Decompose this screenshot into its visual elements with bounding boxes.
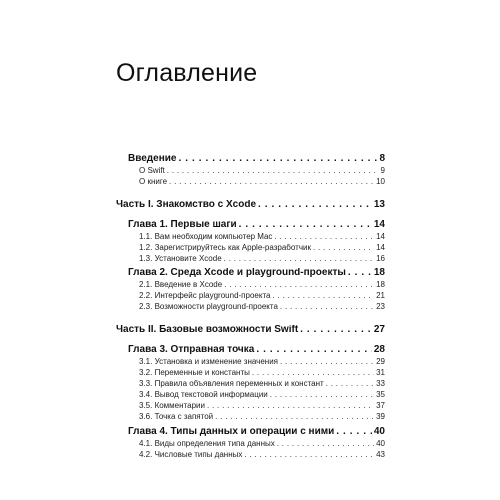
dot-leader — [167, 167, 379, 175]
toc-entry[interactable] — [139, 255, 385, 263]
toc-entry[interactable] — [139, 413, 385, 421]
toc-entry-title: Глава 1. Первые шаги — [128, 220, 237, 230]
dot-leader — [224, 255, 374, 263]
toc-page-number: 9 — [380, 167, 385, 175]
toc-page-number: 27 — [373, 325, 385, 335]
toc-page-number: 18 — [373, 268, 385, 278]
toc-heading[interactable] — [128, 154, 385, 164]
toc-heading[interactable] — [116, 200, 385, 210]
toc-page-number: 28 — [373, 345, 385, 355]
toc-entry-title: 3.4. Вывод текстовой информации — [139, 391, 268, 399]
dot-leader — [178, 154, 377, 164]
toc-entry[interactable] — [139, 391, 385, 399]
toc-heading[interactable] — [128, 220, 385, 230]
dot-leader — [270, 391, 374, 399]
dot-leader — [258, 200, 372, 210]
toc-page-number: 14 — [376, 244, 385, 252]
page-title: Оглавление — [116, 59, 258, 87]
toc-page-number: 10 — [376, 178, 385, 186]
toc-entry-title: 1.2. Зарегистрируйтесь как Apple-разработчик — [139, 244, 311, 252]
toc-entry[interactable] — [139, 358, 385, 366]
toc-entry-title: Введение — [128, 154, 177, 164]
toc-entry-title: 2.2. Интерфейс playground-проекта — [139, 292, 271, 300]
toc-entry[interactable] — [139, 440, 385, 448]
toc-entry[interactable] — [139, 178, 385, 186]
toc-page-number: 37 — [376, 402, 385, 410]
toc-page-number: 16 — [376, 255, 385, 263]
dot-leader — [326, 380, 374, 388]
toc-entry[interactable] — [139, 402, 385, 410]
dot-leader — [348, 268, 372, 278]
toc-entry[interactable] — [139, 233, 385, 241]
toc-entry-title: 3.5. Комментарии — [139, 402, 205, 410]
toc-entry[interactable] — [139, 281, 385, 289]
toc-heading[interactable] — [128, 345, 385, 355]
toc-entry-title: 3.1. Установка и изменение значения — [139, 358, 278, 366]
toc-entry-title: Глава 4. Типы данных и операции с ними — [128, 427, 335, 437]
toc-entry-title: 3.6. Точка с запятой — [139, 413, 214, 421]
dot-leader — [300, 325, 372, 335]
dot-leader — [274, 233, 374, 241]
toc-page-number: 18 — [376, 281, 385, 289]
toc-page-number: 33 — [376, 380, 385, 388]
toc-page-number: 21 — [376, 292, 385, 300]
dot-leader — [256, 345, 372, 355]
toc-page-number: 40 — [373, 427, 385, 437]
toc-entry[interactable] — [139, 451, 385, 459]
toc-entry[interactable] — [139, 167, 385, 175]
toc-entry-title: О Swift — [139, 167, 165, 175]
dot-leader — [252, 369, 374, 377]
toc-entry-title: Глава 2. Среда Xcode и playground-проекты — [128, 268, 346, 278]
toc-entry-title: 2.1. Введение в Xcode — [139, 281, 223, 289]
toc-entry[interactable] — [139, 292, 385, 300]
toc-entry-title: О книге — [139, 178, 168, 186]
toc-heading[interactable] — [128, 268, 385, 278]
dot-leader — [207, 402, 374, 410]
toc-page-number: 43 — [376, 451, 385, 459]
toc-page-number: 29 — [376, 358, 385, 366]
toc-entry-title: 1.3. Установите Xcode — [139, 255, 222, 263]
toc-entry[interactable] — [139, 369, 385, 377]
toc-page-number: 23 — [376, 303, 385, 311]
dot-leader — [215, 413, 374, 421]
dot-leader — [169, 178, 374, 186]
dot-leader — [239, 220, 372, 230]
dot-leader — [277, 440, 374, 448]
toc-page-number: 39 — [376, 413, 385, 421]
dot-leader — [224, 281, 374, 289]
toc-page-number: 13 — [373, 200, 385, 210]
toc-page-number: 40 — [376, 440, 385, 448]
toc-page-number: 35 — [376, 391, 385, 399]
dot-leader — [336, 427, 372, 437]
toc-page-number: 14 — [376, 233, 385, 241]
toc-entry-title: Часть II. Базовые возможности Swift — [116, 325, 299, 335]
toc-page-number: 31 — [376, 369, 385, 377]
dot-leader — [280, 303, 374, 311]
dot-leader — [313, 244, 374, 252]
toc-heading[interactable] — [116, 325, 385, 335]
toc-entry-title: 3.2. Переменные и константы — [139, 369, 250, 377]
toc-entry-title: Часть I. Знакомство с Xcode — [116, 200, 256, 210]
toc-entry-title: 4.2. Числовые типы данных — [139, 451, 243, 459]
toc-entry-title: 1.1. Вам необходим компьютер Mac — [139, 233, 273, 241]
toc-entry-title: 2.3. Возможности playground-проекта — [139, 303, 278, 311]
toc-heading[interactable] — [128, 427, 385, 437]
toc-entry[interactable] — [139, 244, 385, 252]
dot-leader — [280, 358, 374, 366]
dot-leader — [244, 451, 374, 459]
toc-entry[interactable] — [139, 380, 385, 388]
toc-page-number: 8 — [379, 154, 385, 164]
toc-entry[interactable] — [139, 303, 385, 311]
toc-page-number: 14 — [373, 220, 385, 230]
toc-entry-title: 3.3. Правила объявления переменных и констант — [139, 380, 324, 388]
toc-entry-title: Глава 3. Отправная точка — [128, 345, 255, 355]
toc-entry-title: 4.1. Виды определения типа данных — [139, 440, 275, 448]
dot-leader — [272, 292, 374, 300]
